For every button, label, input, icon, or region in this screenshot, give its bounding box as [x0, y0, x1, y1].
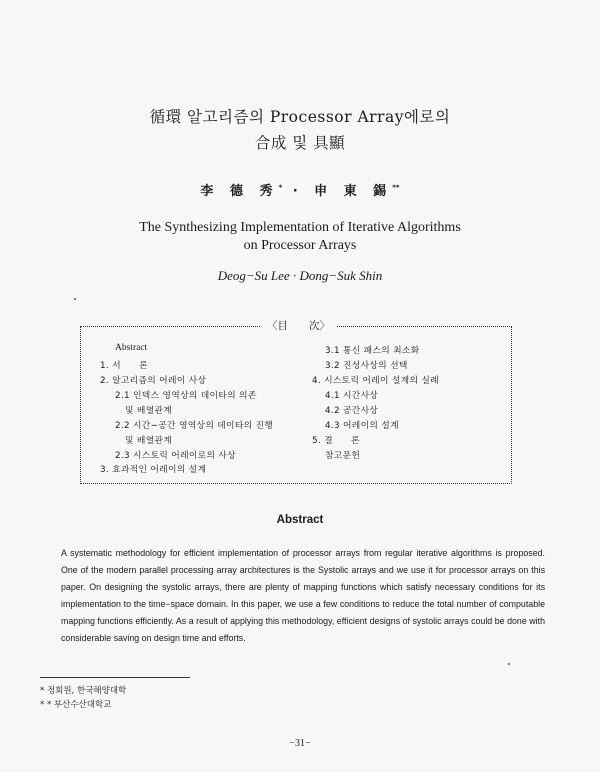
toc-item: 및 배열관계 — [125, 406, 173, 416]
toc-item: 3.2 진성사상의 선택 — [325, 361, 408, 371]
toc-item: Abstract — [115, 343, 148, 353]
author-2-name: 申 東 錫 — [314, 184, 393, 199]
page-number: −31− — [289, 738, 311, 749]
toc-item: 2. 알고리즘의 어레이 사상 — [100, 376, 207, 386]
toc-item: 4.2 공간사상 — [325, 406, 379, 416]
author-1-name: 李 德 秀 — [200, 184, 279, 199]
toc-heading: 〈目 次〉 — [261, 318, 336, 333]
toc-item: 3. 효과적인 어레이의 설계 — [100, 465, 207, 475]
table-of-contents — [80, 320, 512, 484]
toc-item: 2.2 시간−공간 영역상의 데이타의 진행 — [115, 421, 274, 431]
toc-item: 3.1 통신 패스의 최소화 — [325, 346, 420, 356]
toc-item: 2.1 인덱스 영역상의 데이타의 의존 — [115, 391, 257, 401]
korean-title-line-2: 合成 및 具顯 — [254, 134, 346, 152]
toc-item: 4.3 어레이의 설계 — [325, 421, 399, 431]
english-title-line-1: The Synthesizing Implementation of Iterative Algorithms — [139, 220, 461, 235]
footnote-2: * * 부산수산대학교 — [40, 700, 112, 710]
toc-item: 4.1 시간사상 — [325, 391, 379, 401]
toc-item: 5. 결 론 — [312, 436, 360, 446]
toc-item: 및 배열관계 — [125, 436, 173, 446]
english-authors: Deog−Su Lee · Dong−Suk Shin — [217, 268, 383, 283]
english-title-line-2: on Processor Arrays — [243, 238, 357, 253]
korean-authors — [0, 180, 600, 199]
abstract-body: A systematic methodology for efficient implementation of processor arrays from regular iterative algorithms is proposed. One of the modern parallel processing array architectures is the Systolic arrays and we use it for processor arrays on this paper. On designing the systolic arrays, there are plenty of mapping functions which satisfy necessary conditions for its implementation to the time−space domain. In this paper, we use a few conditions to reduce the total number of computable mapping functions efficiently. As a result of applying this methodology, efficient designs of systolic arrays could be done with considerable saving on design time and efforts. — [61, 548, 545, 644]
toc-item: 4. 시스토릭 어레이 설계의 실례 — [312, 376, 439, 386]
footnote-1: * 정회원, 한국해양대학 — [40, 686, 127, 696]
author-1-mark: * — [278, 183, 283, 192]
footnote-divider — [40, 677, 190, 678]
korean-title-line-1: 循環 알고리즘의 Processor Array에로의 — [149, 108, 451, 126]
author-separator: · — [292, 184, 304, 199]
toc-item: 1. 서 론 — [100, 361, 148, 371]
scan-speck — [508, 663, 510, 665]
scan-speck — [74, 298, 76, 300]
abstract-heading: Abstract — [276, 514, 324, 526]
toc-item: 참고문헌 — [325, 451, 361, 461]
author-2-mark: ** — [392, 183, 400, 192]
toc-item: 2.3 시스토릭 어레이로의 사상 — [115, 451, 236, 461]
